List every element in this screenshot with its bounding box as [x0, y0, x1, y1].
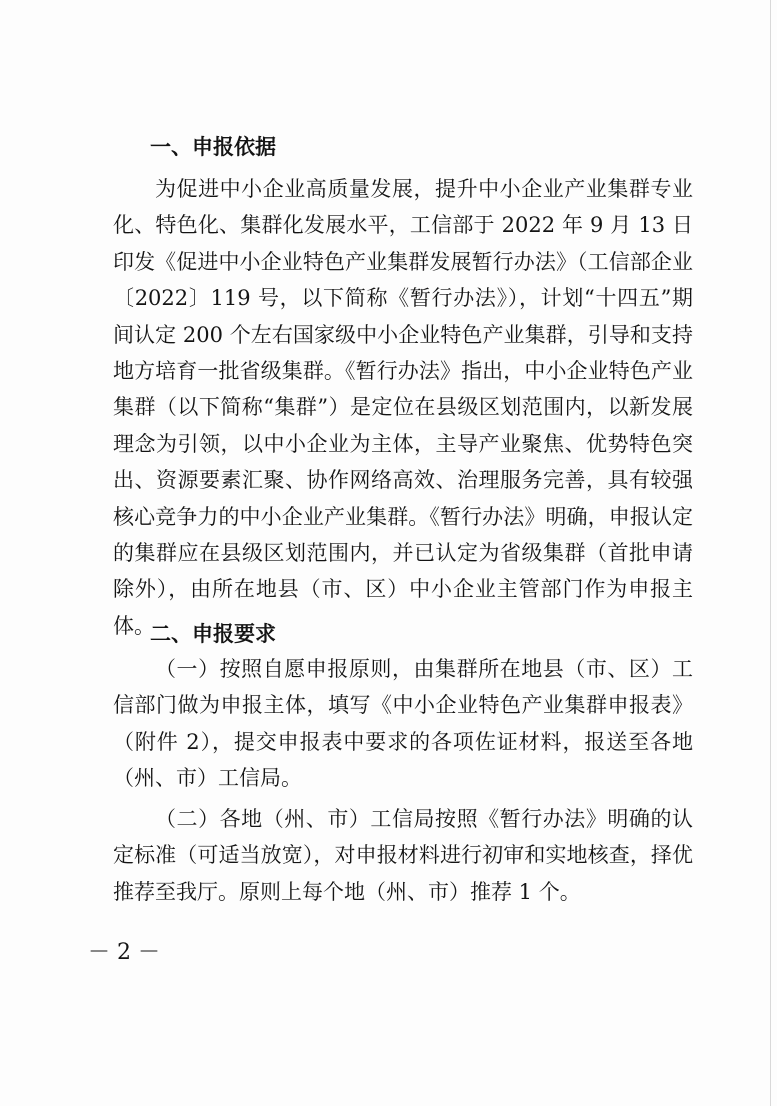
- section-heading-basis: 一、申报依据: [150, 135, 276, 159]
- paragraph-requirement-1: （一）按照自愿申报原则，由集群所在地县（市、区）工信部门做为申报主体，填写《中小企业特色产业集群申报表》（附件 2），提交申报表中要求的各项佐证材料，报送至各地（州、市）工信局。: [113, 657, 693, 791]
- page-edge-line: [770, 0, 771, 1106]
- paragraph-requirement-2: （二）各地（州、市）工信局按照《暂行办法》明确的认定标准（可适当放宽），对申报材料进行初审和实地核查，择优推荐至我厅。原则上每个地（州、市）推荐 1 个。: [113, 807, 693, 904]
- section-heading-requirements: 二、申报要求: [150, 622, 276, 646]
- paragraph-basis: 为促进中小企业高质量发展，提升中小企业产业集群专业化、特色化、集群化发展水平，工信部于 2022 年 9 月 13 日印发《促进中小企业特色产业集群发展暂行办法》（工信部企业〔2022〕119 号，以下简称《暂行办法》），计划“十四五”期间认定 200 个左右国家级中小企业特色产业集群，引导和支持地方培育一批省级集群。《暂行办法》指出，中小企业特色产业集群（以下简称“集群”）是定位在县级区划范围内，以新发展理念为引领，以中小企业为主体，主导产业聚焦、优势特色突出、资源要素汇聚、协作网络高效、治理服务完善，具有较强核心竞争力的中小企业产业集群。《暂行办法》明确，申报认定的集群应在县级区划范围内，并已认定为省级集群（首批申请除外），由所在地县（市、区）中小企业主管部门作为申报主体。: [113, 177, 693, 638]
- page-number: － 2 －: [88, 940, 160, 965]
